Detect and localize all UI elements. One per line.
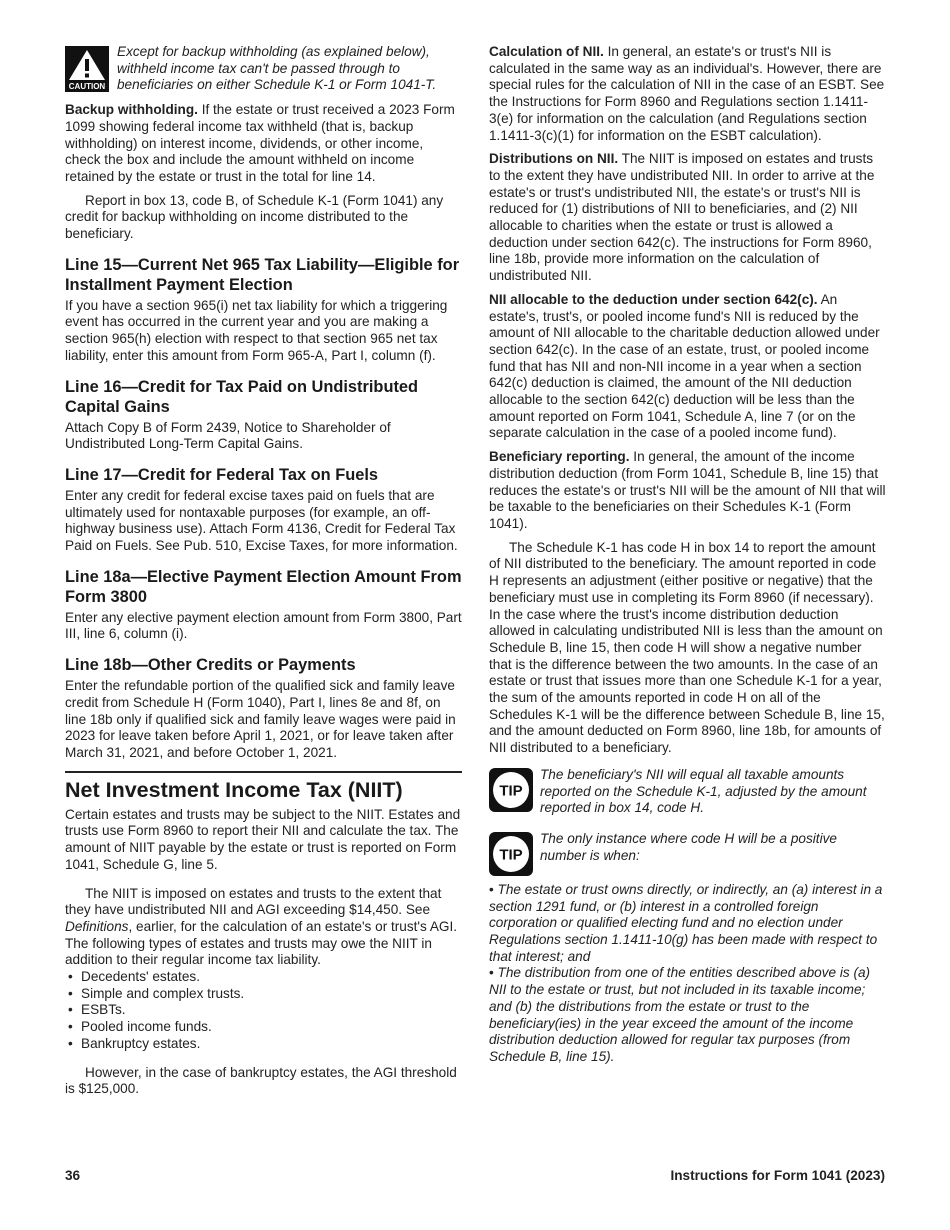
line16-text: Attach Copy B of Form 2439, Notice to Shareholder of Undistributed Long-Term Capital Gains. xyxy=(65,419,391,452)
calculation-of-nii xyxy=(489,44,886,144)
list-item: • Simple and complex trusts. xyxy=(68,985,245,1001)
niit-intro: Certain estates and trusts may be subject to the NIIT. Estates and trusts use Form 8960 to report their NII and calculate the tax. The amount of NIIT payable by the estate or trust is reported on Form 1041, Schedule G, line 5. xyxy=(65,806,461,872)
definitions-reference: Definitions xyxy=(65,918,129,934)
section-divider xyxy=(65,771,462,773)
line15-heading: Line 15—Current Net 965 Tax Liability—Eligible for Installment Payment Election xyxy=(65,255,460,294)
tip-icon-label: TIP xyxy=(499,782,523,800)
tip-icon xyxy=(489,768,533,812)
line17-heading: Line 17—Credit for Federal Tax on Fuels xyxy=(65,465,379,484)
list-item: • Bankruptcy estates. xyxy=(68,1035,201,1051)
nii-allocable xyxy=(489,292,886,442)
caution-icon-label: CAUTION xyxy=(68,82,106,91)
list-item: • The estate or trust owns directly, or indirectly, an (a) interest in a section 1291 fund, or (b) interest in a controlled foreign corporation or qualified electing fund and no election under Regulations section 1.1411-10(g) has been made with respect to that interest; and xyxy=(489,881,883,964)
schedule-k1-code-h: The Schedule K-1 has code H in box 14 to report the amount of NII distributed to the beneficiary. The amount reported in code H represents an adjustment (either positive or negative) that the beneficiary must use in completing its Form 8960 (if necessary). In the case where the trust's income distribution deduction allowed in calculating undistributed NII is less than the amount on Schedule B, line 15, then code H will show a negative number that is the difference between the two amounts. In the case of an estate or trust that issues more than one Schedule K-1 for a year, the sum of the amounts reported in code H on all of the Schedules K-1 will be the difference between Schedule B, line 15, and the amount deducted on Form 8960, line 18b, for amounts of NII distributed to a beneficiary. xyxy=(489,539,885,756)
line18a-text: Enter any elective payment election amount from Form 3800, Part III, line 6, column (i). xyxy=(65,609,462,642)
list-item-text: Simple and complex trusts. xyxy=(81,985,245,1001)
tip-conditions xyxy=(489,882,886,1066)
line17-text: Enter any credit for federal excise taxes paid on fuels that are ultimately used for nontaxable purposes (for example, an off-highway business use). Attach Form 4136, Credit for Federal Tax Paid on Fuels. See Pub. 510, Excise Taxes, for more information. xyxy=(65,487,458,554)
calculation-text: In general, an estate's or trust's NII is calculated in the same way as an individual's. However, there are special rules for the calculation of NII in the case of an ESBT. See the Instructions for Form 8960 and Regulations section 1.1411-3(e) for information on the calculation (and Regulations section 1.1411-3(c)(1) for information on the ESBT calculation). xyxy=(489,44,885,143)
line15-text: If you have a section 965(i) net tax liability for which a triggering event has occurred in the current year and you are making a section 965(h) election with respect to that section 965 net tax liability, enter this amount from Form 965-A, Part I, column (f). xyxy=(65,297,448,363)
list-item: • Decedents' estates. xyxy=(68,969,200,985)
niit-heading: Net Investment Income Tax (NIIT) xyxy=(65,777,403,802)
line16-heading: Line 16—Credit for Tax Paid on Undistributed Capital Gains xyxy=(65,377,419,416)
nii-allocable-lead: NII allocable to the deduction under section 642(c). xyxy=(489,291,818,307)
backup-withholding-text: If the estate or trust received a 2023 Form 1099 showing federal income tax withheld (that is, backup withholding) on interest income, dividends, or other income, check the box and include the amount withheld on income retained by the estate or trust in the total for line 14. xyxy=(65,102,455,184)
page-number: 36 xyxy=(65,1168,81,1183)
niit-threshold-text-a: The NIIT is imposed on estates and trusts to the extent that they have undistributed NII and AGI exceeding $14,450. See xyxy=(65,885,442,918)
list-item-text: Decedents' estates. xyxy=(81,969,200,985)
beneficiary-text: In general, the amount of the income distribution deduction (from Form 1041, Schedule B, line 15) that reduces the estate's or trust's NII will be the amount of NII that will be taxable to the beneficiaries on their Schedules K-1 (Form 1041). xyxy=(489,449,886,531)
distributions-text: The NIIT is imposed on estates and trusts to the extent they have undistributed NII. In order to arrive at the estate's or trust's undistributed NII, the estate's or trust's NII is reduced for (1) distributions of NII to beneficiaries, and (2) NII allocable to charities when the estate or trust is allowed a deduction under section 642(c). The instructions for Form 8960, line 18b, provide more information on the calculation of undistributed NII. xyxy=(489,151,875,284)
list-item: • ESBTs. xyxy=(68,1002,126,1018)
line18b-heading: Line 18b—Other Credits or Payments xyxy=(65,656,356,675)
niit-threshold-paragraph xyxy=(65,886,462,970)
tip-icon-label: TIP xyxy=(499,846,523,864)
tip-note-1 xyxy=(489,767,886,817)
left-column xyxy=(65,44,462,1105)
distributions-on-nii xyxy=(489,151,886,285)
list-item: • The distribution from one of the entities described above is (a) NII to the estate or trust, but not included in its taxable income; and (b) the distributions from the estate or trust to the beneficiary(ies) in the year exceed the amount of the income distribution deduction allowed for regular tax purposes (from Schedule B, line 15). xyxy=(489,965,871,1064)
niit-entity-list xyxy=(65,969,462,1053)
caution-note xyxy=(65,44,462,94)
footer-title: Instructions for Form 1041 (2023) xyxy=(670,1168,885,1183)
list-item-text: Bankruptcy estates. xyxy=(81,1035,201,1051)
right-column xyxy=(489,44,886,1066)
line18b-text: Enter the refundable portion of the qualified sick and family leave credit from Schedule H (Form 1040), Part I, lines 8e and 8f, on line 18b only if qualified sick and family leave wages were paid in 2023 for leave taken before April 1, 2021, or for leave taken after March 31, 2021, and before October 1, 2021. xyxy=(65,678,456,760)
niit-threshold-text-b: , earlier, for the calculation of an estate's or trust's AGI. The following types of estates and trusts may owe the NIIT in addition to their regular income tax liability. xyxy=(65,918,458,968)
list-item: • Pooled income funds. xyxy=(68,1019,212,1035)
tip-icon xyxy=(489,832,533,876)
distributions-lead: Distributions on NII. xyxy=(489,151,619,167)
backup-withholding-lead: Backup withholding. xyxy=(65,102,198,118)
tip-text-2: The only instance where code H will be a positive number is when: xyxy=(540,830,837,863)
list-item-text: Pooled income funds. xyxy=(81,1019,212,1035)
list-item-text: The distribution from one of the entities described above is (a) NII to the estate or trust, but not included in its taxable income; and (b) the distributions from the estate or trust to the beneficiary(ies) in the year exceed the amount of the income distribution deduction allowed for regular tax purposes (from Schedule B, line 15). xyxy=(489,965,871,1064)
list-item-text: ESBTs. xyxy=(81,1002,126,1018)
list-item-text: The estate or trust owns directly, or indirectly, an (a) interest in a section 1291 fund, or (b) interest in a controlled foreign corporation or qualified electing fund and no election under Regulations section 1.1411-10(g) has been made with respect to that interest; and xyxy=(489,881,883,964)
beneficiary-reporting xyxy=(489,449,886,533)
line18a-heading: Line 18a—Elective Payment Election Amount From Form 3800 xyxy=(65,567,462,606)
calculation-lead: Calculation of NII. xyxy=(489,44,604,59)
tip-text-1: The beneficiary's NII will equal all taxable amounts reported on the Schedule K-1, adjusted by the amount reported in box 14, code H. xyxy=(540,766,867,816)
caution-icon xyxy=(65,46,109,92)
nii-allocable-text: An estate's, trust's, or pooled income fund's NII is reduced by the amount of NII allocable to the charitable deduction allowed under section 642(c). In the case of an estate, trust, or pooled income fund that has NII and non-NII income in a year when a section 642(c) deduction is claimed, the amount of the NII deduction allocable to the section 642(c) deduction will be less than the amount reported on Form 1041, Schedule A, line 7 (or on the separate calculation in the case of a pooled income fund). xyxy=(489,291,880,441)
tip-note-2 xyxy=(489,831,886,876)
backup-withholding-report: Report in box 13, code B, of Schedule K-1 (Form 1041) any credit for backup withholding on income distributed to the beneficiary. xyxy=(65,192,444,242)
caution-text: Except for backup withholding (as explained below), withheld income tax can't be passed through to beneficiaries on either Schedule K-1 or Form 1041-T. xyxy=(117,44,437,93)
beneficiary-lead: Beneficiary reporting. xyxy=(489,449,630,465)
backup-withholding-paragraph xyxy=(65,102,462,186)
bankruptcy-threshold: However, in the case of bankruptcy estates, the AGI threshold is $125,000. xyxy=(65,1064,457,1097)
